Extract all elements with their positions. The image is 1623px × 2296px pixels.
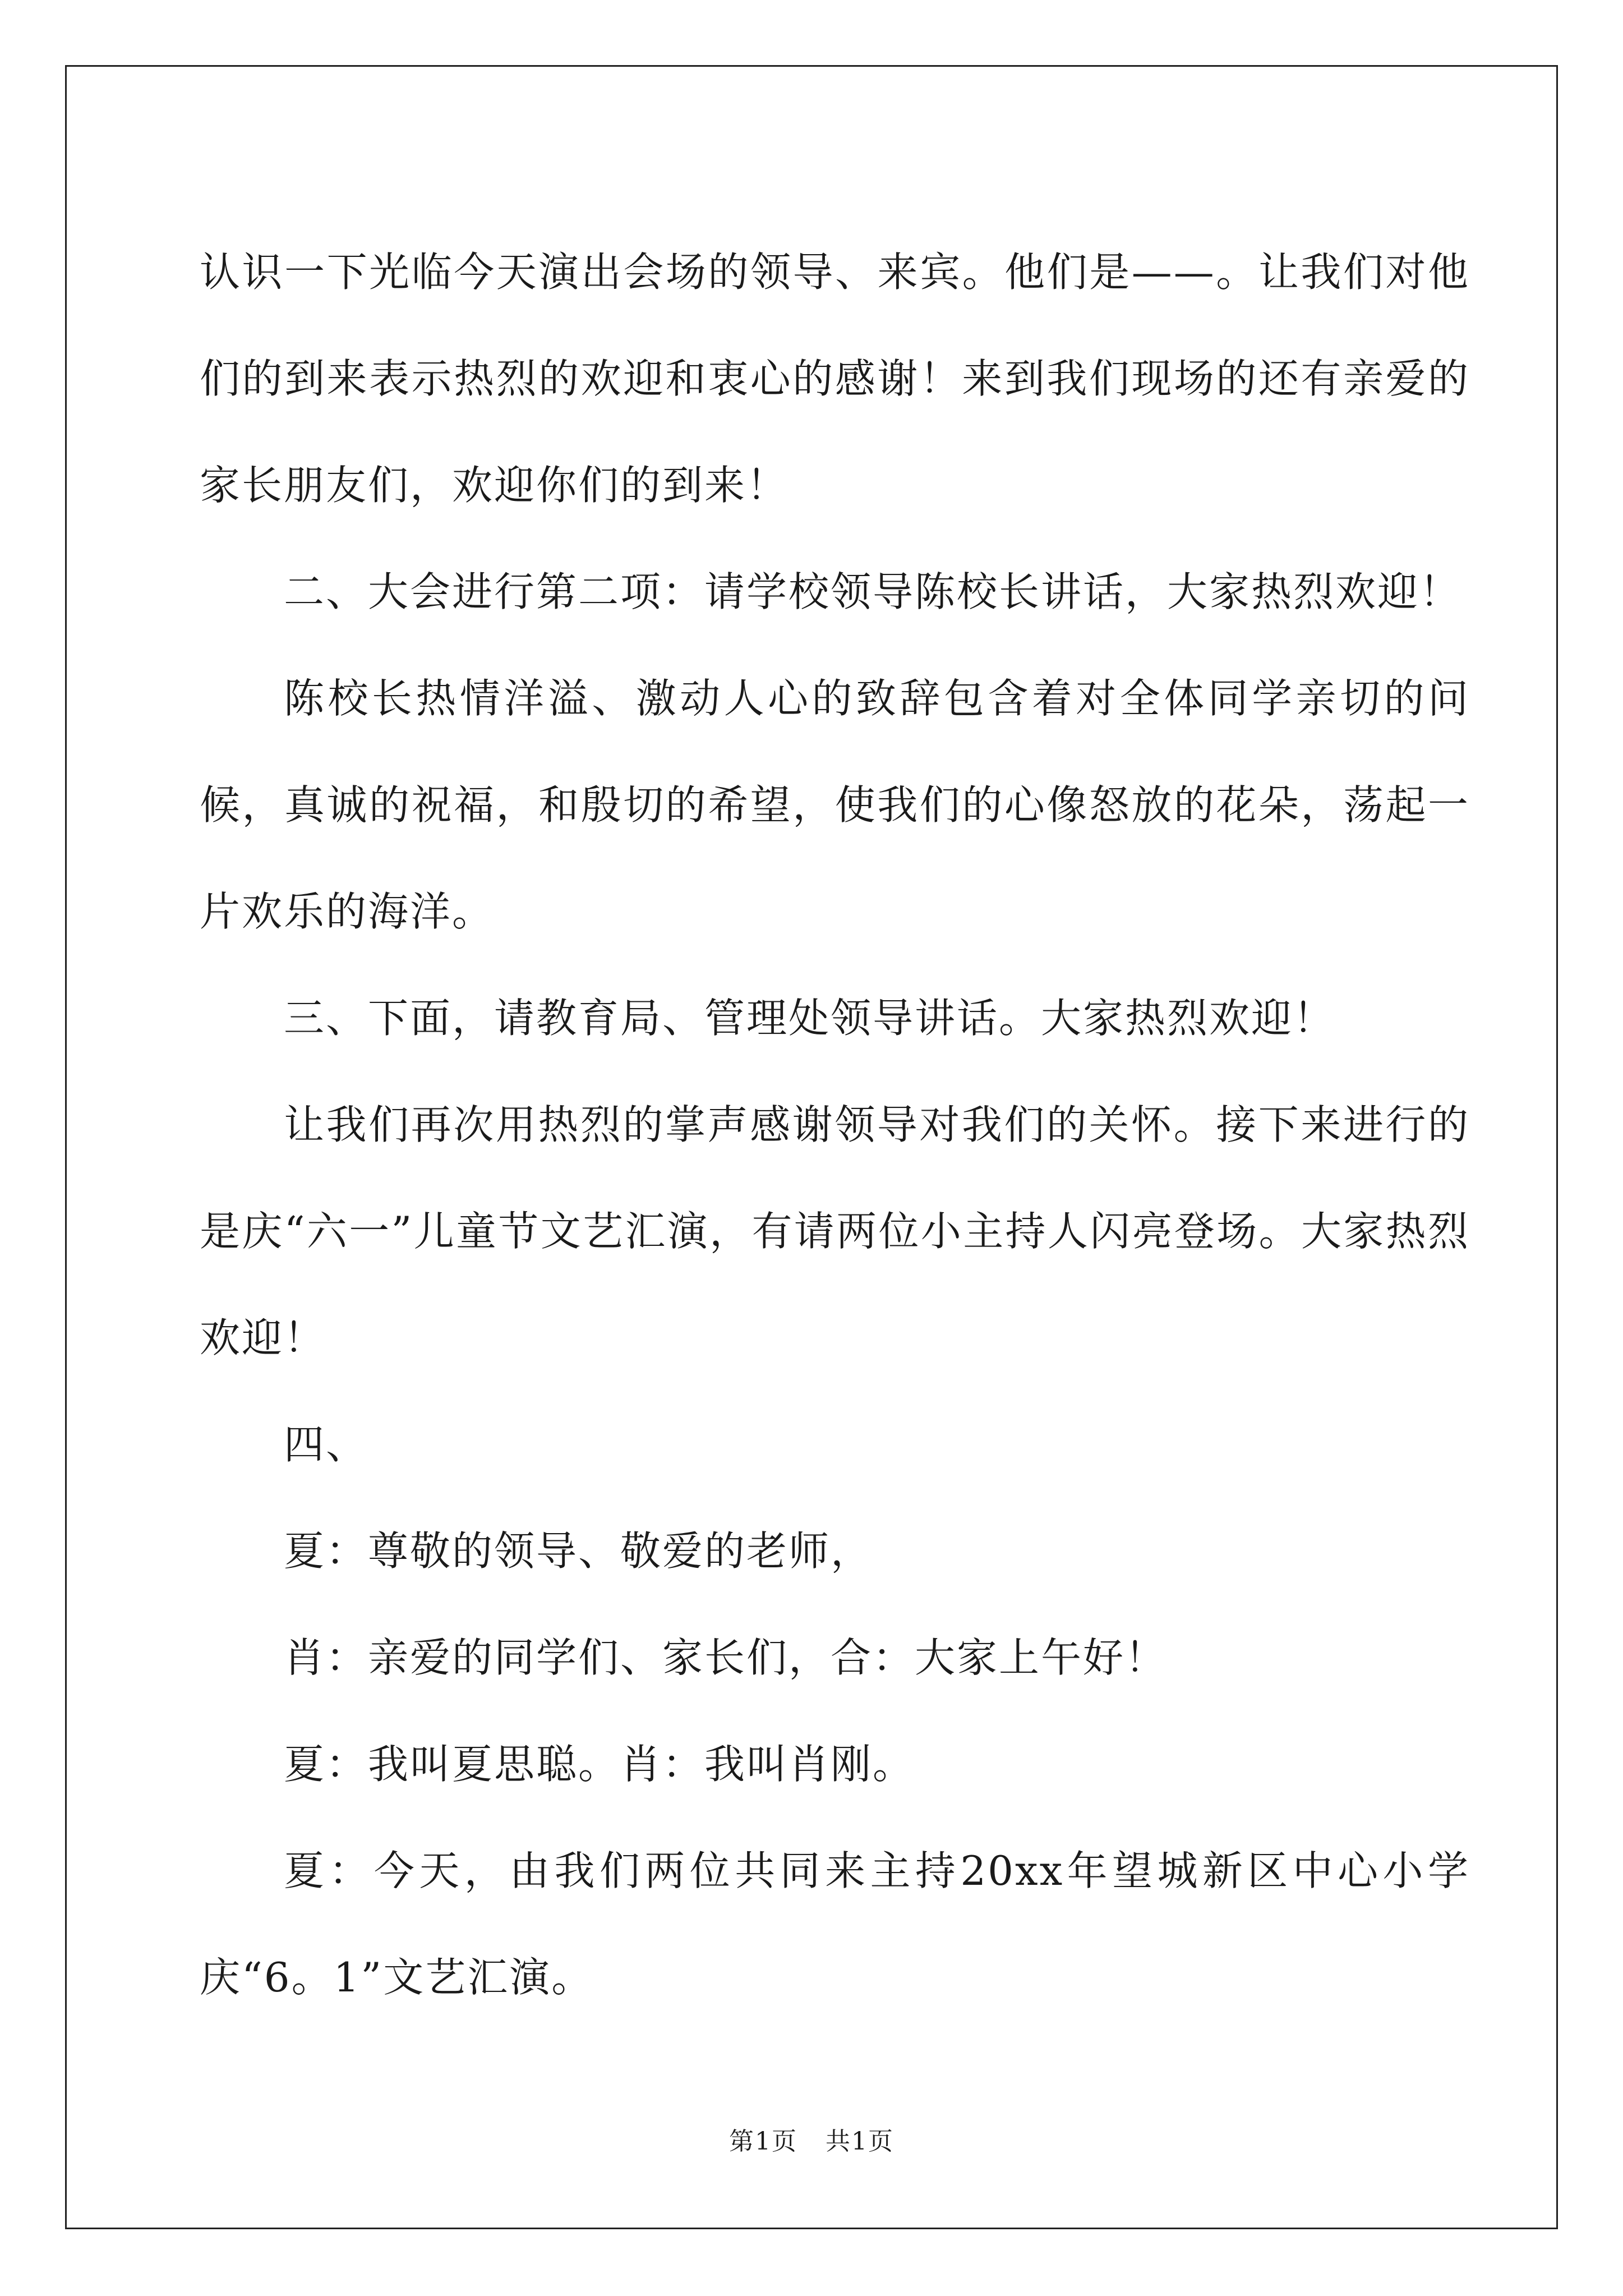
paragraph-xiao-greeting: 肖：亲爱的同学们、家长们，合：大家上午好！ [284, 1634, 1168, 1681]
page-number-current: 第1页 [729, 2127, 797, 2156]
paragraph-xia-greeting: 夏：尊敬的领导、敬爱的老师， [284, 1527, 873, 1575]
document-body [200, 219, 1470, 2031]
page-footer [0, 2125, 1623, 2159]
paragraph-welcome-guests: 认识一下光临今天演出会场的领导、来宾。他们是——。让我们对他们的到来表示热烈的欢迎和衷心的感谢！来到我们现场的还有亲爱的家长朋友们，欢迎你们的到来！ [200, 249, 1470, 509]
paragraph-item-four: 四、 [284, 1421, 368, 1468]
paragraph-principal-speech: 陈校长热情洋溢、激动人心的致辞包含着对全体同学亲切的问候，真诚的祝福，和殷切的希望，使我们的心像怒放的花朵，荡起一片欢乐的海洋。 [200, 675, 1470, 935]
paragraph-host-announcement: 夏：今天，由我们两位共同来主持20xx年望城新区中心小学庆“6。1”文艺汇演。 [200, 1847, 1470, 2001]
paragraph-performance-intro: 让我们再次用热烈的掌声感谢领导对我们的关怀。接下来进行的是庆“六一”儿童节文艺汇演，有请两位小主持人闪亮登场。大家热烈欢迎！ [200, 1101, 1470, 1361]
paragraph-host-names: 夏：我叫夏思聪。肖：我叫肖刚。 [284, 1741, 915, 1788]
paragraph-item-three: 三、下面，请教育局、管理处领导讲话。大家热烈欢迎！ [284, 995, 1336, 1042]
page-number-total: 共1页 [826, 2127, 894, 2156]
paragraph-item-two: 二、大会进行第二项：请学校领导陈校长讲话，大家热烈欢迎！ [284, 568, 1462, 615]
